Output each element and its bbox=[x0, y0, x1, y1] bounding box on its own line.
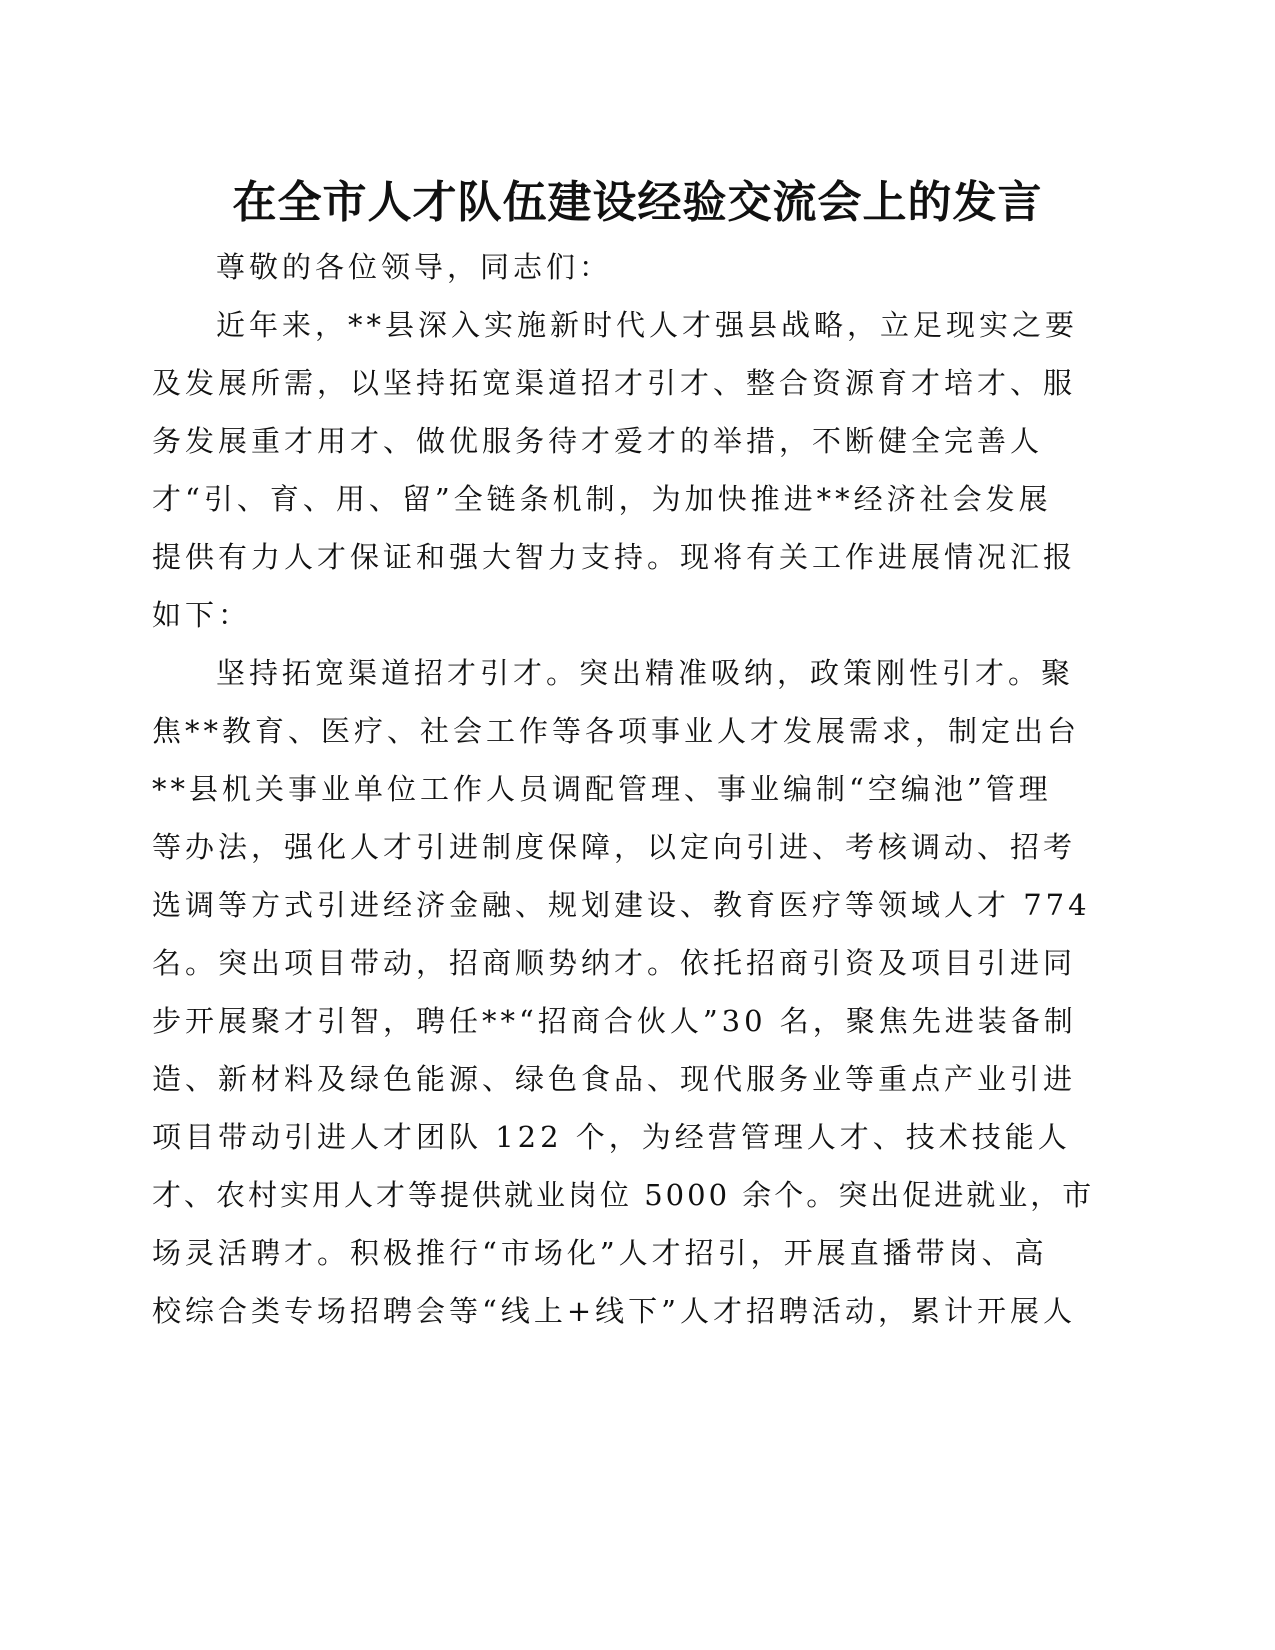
body-line: **县机关事业单位工作人员调配管理、事业编制“空编池”管理 bbox=[152, 772, 1052, 806]
body-line: 造、新材料及绿色能源、绿色食品、现代服务业等重点产业引进 bbox=[152, 1062, 1077, 1096]
body-line: 步开展聚才引智，聘任**“招商合伙人”30 名，聚焦先进装备制 bbox=[152, 1004, 1077, 1038]
body-line: 近年来，**县深入实施新时代人才强县战略，立足现实之要 bbox=[216, 308, 1079, 342]
body-line: 焦**教育、医疗、社会工作等各项事业人才发展需求，制定出台 bbox=[152, 714, 1081, 748]
body-line: 提供有力人才保证和强大智力支持。现将有关工作进展情况汇报 bbox=[152, 540, 1077, 574]
body-line: 名。突出项目带动，招商顺势纳才。依托招商引资及项目引进同 bbox=[152, 946, 1077, 980]
body-line: 校综合类专场招聘会等“线上+线下”人才招聘活动，累计开展人 bbox=[152, 1294, 1076, 1328]
body-line: 选调等方式引进经济金融、规划建设、教育医疗等领域人才 774 bbox=[152, 888, 1091, 922]
body-line: 场灵活聘才。积极推行“市场化”人才招引，开展直播带岗、高 bbox=[152, 1236, 1048, 1270]
body-line: 项目带动引进人才团队 122 个，为经营管理人才、技术技能人 bbox=[152, 1120, 1071, 1154]
document-body bbox=[152, 238, 1102, 1340]
body-line: 务发展重才用才、做优服务待才爱才的举措，不断健全完善人 bbox=[152, 424, 1044, 458]
body-line: 如下： bbox=[152, 598, 252, 632]
body-line: 坚持拓宽渠道招才引才。突出精准吸纳，政策刚性引才。聚 bbox=[216, 656, 1075, 690]
document-title: 在全市人才队伍建设经验交流会上的发言 bbox=[232, 177, 1043, 228]
body-line: 才“引、育、用、留”全链条机制，为加快推进**经济社会发展 bbox=[152, 482, 1052, 516]
body-line: 等办法，强化人才引进制度保障，以定向引进、考核调动、招考 bbox=[152, 830, 1077, 864]
body-line: 尊敬的各位领导，同志们： bbox=[216, 250, 613, 284]
body-line: 及发展所需，以坚持拓宽渠道招才引才、整合资源育才培才、服 bbox=[152, 366, 1077, 400]
body-line: 才、农村实用人才等提供就业岗位 5000 余个。突出促进就业，市 bbox=[152, 1178, 1095, 1212]
